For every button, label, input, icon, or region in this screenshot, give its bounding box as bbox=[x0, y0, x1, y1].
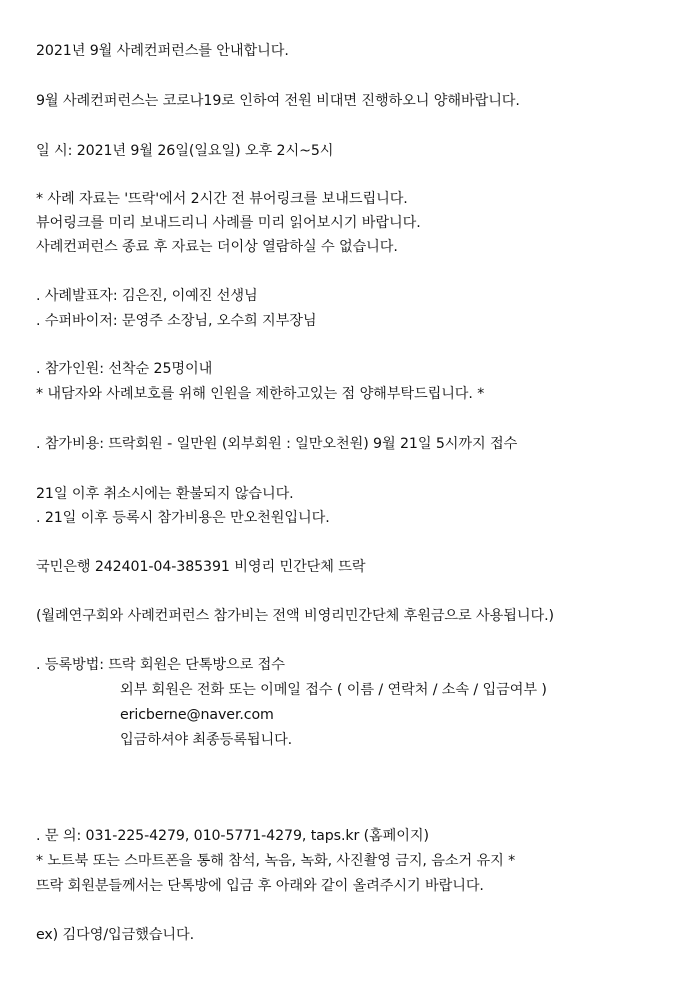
registration-final-line: 입금하셔야 최종등록됩니다. bbox=[120, 732, 293, 748]
participants-note: * 내담자와 사례보호를 위해 인원을 제한하고있는 점 양해부탁드립니다. * bbox=[36, 386, 485, 402]
presenters-line: . 사례발표자: 김은진, 이예진 선생님 bbox=[36, 288, 258, 304]
rules-line: * 노트북 또는 스마트폰을 통해 참석, 녹음, 녹화, 사진촬영 금지, 음소거 유지 * bbox=[36, 853, 516, 869]
announcement-heading: 2021년 9월 사례컨퍼런스를 안내합니다. bbox=[36, 43, 289, 59]
participants-line: . 참가인원: 선착순 25명이내 bbox=[36, 361, 213, 377]
supervisors-line: . 수퍼바이저: 문영주 소장님, 오수희 지부장님 bbox=[36, 313, 317, 329]
announcement-document bbox=[36, 0, 686, 998]
refund-line: 21일 이후 취소시에는 환불되지 않습니다. bbox=[36, 486, 294, 502]
online-notice: 9월 사례컨퍼런스는 코로나19로 인하여 전원 비대면 진행하오니 양해바랍니다. bbox=[36, 93, 520, 109]
materials-line-1: * 사례 자료는 '뜨락'에서 2시간 전 뷰어링크를 보내드립니다. bbox=[36, 191, 408, 207]
donation-line: (월례연구회와 사례컨퍼런스 참가비는 전액 비영리민간단체 후원금으로 사용됩니다.) bbox=[36, 608, 554, 624]
member-instruction-line: 뜨락 회원분들께서는 단톡방에 입금 후 아래와 같이 올려주시기 바랍니다. bbox=[36, 878, 484, 894]
late-fee-line: . 21일 이후 등록시 참가비용은 만오천원입니다. bbox=[36, 510, 330, 526]
contact-line: . 문 의: 031-225-4279, 010-5771-4279, taps.kr (홈페이지) bbox=[36, 828, 429, 844]
registration-external-line: 외부 회원은 전화 또는 이메일 접수 ( 이름 / 연락처 / 소속 / 입금여부 ) bbox=[120, 682, 547, 698]
schedule-line: 일 시: 2021년 9월 26일(일요일) 오후 2시~5시 bbox=[36, 143, 334, 159]
example-line: ex) 김다영/입금했습니다. bbox=[36, 927, 195, 943]
materials-line-2: 뷰어링크를 미리 보내드리니 사례를 미리 읽어보시기 바랍니다. bbox=[36, 215, 421, 231]
fee-line: . 참가비용: 뜨락회원 - 일만원 (외부회원 : 일만오천원) 9월 21일 5시까지 접수 bbox=[36, 436, 518, 452]
materials-line-3: 사례컨퍼런스 종료 후 자료는 더이상 열람하실 수 없습니다. bbox=[36, 239, 398, 255]
bank-account-line: 국민은행 242401-04-385391 비영리 민간단체 뜨락 bbox=[36, 559, 366, 575]
registration-email-line: ericberne@naver.com bbox=[120, 707, 274, 723]
registration-method-line: . 등록방법: 뜨락 회원은 단톡방으로 접수 bbox=[36, 657, 285, 673]
